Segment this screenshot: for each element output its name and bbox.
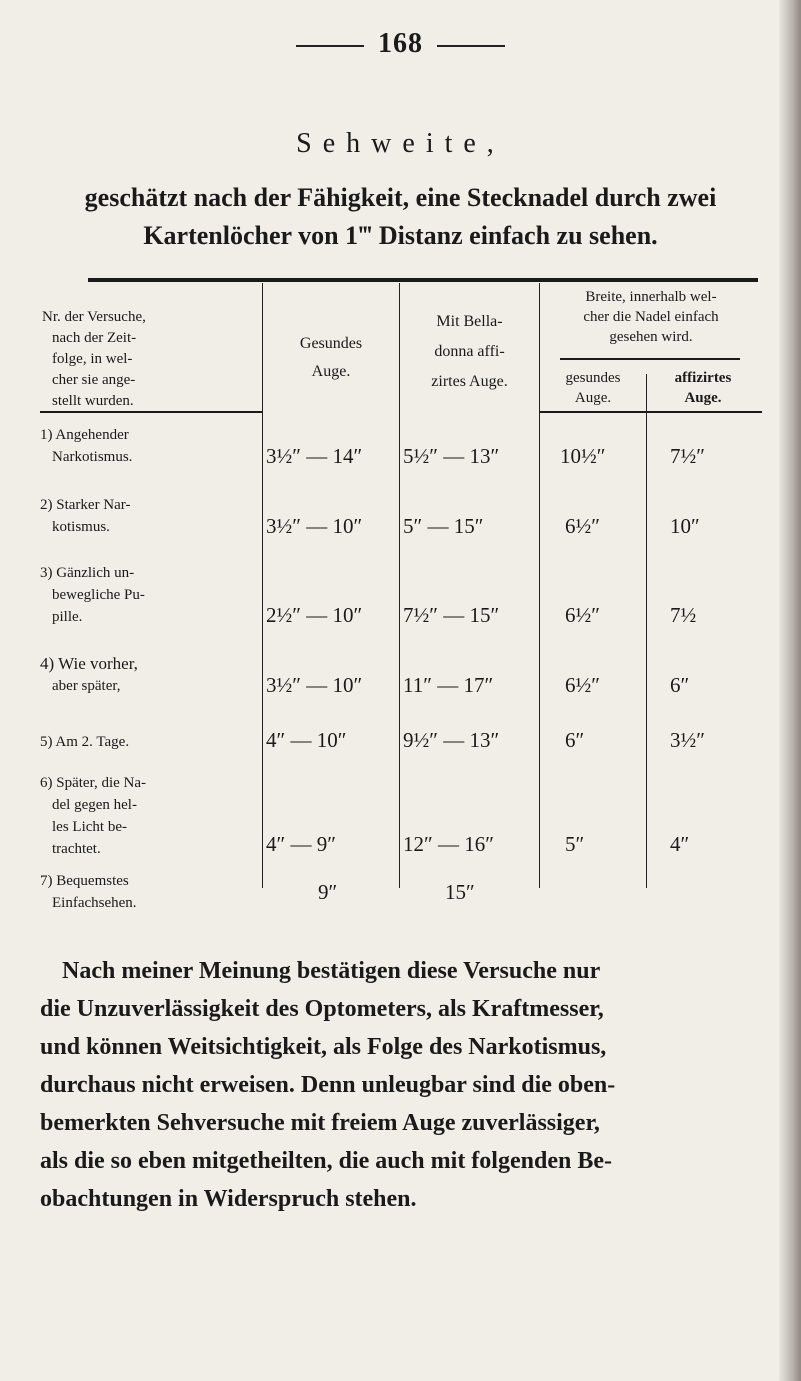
table-row-label bbox=[40, 653, 138, 697]
header-bella bbox=[400, 307, 539, 397]
cell-gesundes: 3½″ — 14″ bbox=[266, 444, 363, 468]
cell-bella: 5″ — 15″ bbox=[403, 514, 484, 538]
table-row-label bbox=[40, 870, 137, 914]
header-nr-line: folge, in wel- bbox=[52, 351, 133, 367]
cell-bella: 5½″ — 13″ bbox=[403, 444, 500, 468]
table-row-label bbox=[40, 494, 131, 538]
row-label-line: 1) Angehender bbox=[40, 427, 129, 443]
row-label-line: 3) Gänzlich un- bbox=[40, 565, 135, 581]
table-row-label bbox=[40, 424, 132, 468]
row-label-line: Narkotismus. bbox=[52, 449, 133, 465]
paragraph-line: durchaus nicht erweisen. Denn unleugbar sind die oben- bbox=[40, 1072, 616, 1098]
header-breite-affizirtes-line: Auge. bbox=[684, 390, 722, 406]
row-label-line: 4) Wie vorher, bbox=[40, 654, 138, 673]
table-row-label bbox=[40, 731, 129, 753]
cell-bella: 7½″ — 15″ bbox=[403, 603, 500, 627]
row-label-line: Einfachsehen. bbox=[52, 895, 137, 911]
header-gesundes-line: Gesundes bbox=[299, 335, 363, 352]
row-label-line: 6) Später, die Na- bbox=[40, 775, 147, 791]
cell-breite-gesundes: 6½″ bbox=[565, 603, 600, 627]
page-number-text: 168 bbox=[378, 28, 423, 59]
cell-bella: 12″ — 16″ bbox=[403, 832, 494, 856]
row-label-line: pille. bbox=[52, 609, 83, 625]
cell-breite-gesundes: 5″ bbox=[565, 832, 585, 856]
header-nr-line: nach der Zeit- bbox=[52, 330, 137, 346]
header-breite-gesundes-line: gesundes bbox=[565, 370, 621, 386]
row-label-line: 2) Starker Nar- bbox=[40, 497, 131, 513]
subtitle-line-1: geschätzt nach der Fähigkeit, eine Stecknadel durch zwei bbox=[84, 183, 717, 212]
dash-left bbox=[296, 45, 364, 47]
paragraph-line: bemerkten Sehversuche mit freiem Auge zuverlässiger, bbox=[40, 1110, 600, 1136]
header-breite-line: cher die Nadel einfach bbox=[583, 309, 719, 325]
header-breite-affizirtes-line: affizirtes bbox=[674, 370, 732, 386]
row-label-line: 7) Bequemstes bbox=[40, 873, 129, 889]
cell-breite-affizirtes: 7½ bbox=[670, 603, 697, 627]
cell-breite-affizirtes: 4″ bbox=[670, 832, 690, 856]
table-row-label bbox=[40, 562, 145, 628]
paragraph-line: die Unzuverlässigkeit des Optometers, als Kraftmesser, bbox=[40, 996, 604, 1022]
paragraph-line: als die so eben mitgetheilten, die auch mit folgenden Be- bbox=[40, 1148, 612, 1174]
breite-sub-rule bbox=[560, 358, 740, 360]
paragraph-line: Nach meiner Meinung bestätigen diese Versuche nur bbox=[62, 958, 601, 984]
paragraph-line: und können Weitsichtigkeit, als Folge des Narkotismus, bbox=[40, 1034, 607, 1060]
header-breite-affizirtes bbox=[647, 368, 759, 408]
dash-right bbox=[437, 45, 505, 47]
row-label-line: del gegen hel- bbox=[52, 797, 137, 813]
header-bella-line: donna affi- bbox=[434, 343, 505, 360]
row-label-line: 5) Am 2. Tage. bbox=[40, 734, 130, 750]
cell-gesundes: 3½″ — 10″ bbox=[266, 673, 363, 697]
paragraph-line: obachtungen in Widerspruch stehen. bbox=[40, 1186, 417, 1212]
row-label-line: kotismus. bbox=[52, 519, 110, 535]
column-divider-4 bbox=[646, 374, 647, 888]
cell-breite-affizirtes: 7½″ bbox=[670, 444, 705, 468]
cell-breite-gesundes: 6″ bbox=[565, 728, 585, 752]
cell-breite-gesundes: 6½″ bbox=[565, 514, 600, 538]
cell-breite-gesundes: 10½″ bbox=[560, 444, 606, 468]
heading: Sehweite, bbox=[296, 128, 505, 159]
header-nr-line: stellt wurden. bbox=[52, 393, 134, 409]
header-gesundes bbox=[263, 330, 399, 386]
page-number bbox=[0, 28, 801, 60]
subtitle-line-2: Kartenlöcher von 1‴ Distanz einfach zu sehen. bbox=[143, 221, 658, 250]
row-label-line: bewegliche Pu- bbox=[52, 587, 145, 603]
row-label-line: trachtet. bbox=[52, 841, 101, 857]
row-label-line: les Licht be- bbox=[52, 819, 127, 835]
cell-breite-affizirtes: 3½″ bbox=[670, 728, 705, 752]
cell-gesundes: 3½″ — 10″ bbox=[266, 514, 363, 538]
cell-bella: 11″ — 17″ bbox=[403, 673, 494, 697]
cell-gesundes: 4″ — 10″ bbox=[266, 728, 347, 752]
cell-breite-affizirtes: 10″ bbox=[670, 514, 700, 538]
row-label-line: aber später, bbox=[52, 678, 121, 694]
cell-bella: 15″ bbox=[445, 880, 475, 904]
header-gesundes-line: Auge. bbox=[311, 363, 351, 380]
header-bella-line: zirtes Auge. bbox=[431, 373, 508, 390]
cell-breite-affizirtes: 6″ bbox=[670, 673, 690, 697]
header-breite-line: Breite, innerhalb wel- bbox=[585, 289, 717, 305]
cell-gesundes: 2½″ — 10″ bbox=[266, 603, 363, 627]
table-header-rule-right bbox=[540, 411, 762, 413]
header-nr bbox=[42, 307, 260, 412]
cell-gesundes: 4″ — 9″ bbox=[266, 832, 336, 856]
header-breite bbox=[540, 287, 762, 347]
header-breite-gesundes-line: Auge. bbox=[574, 390, 612, 406]
cell-gesundes: 9″ bbox=[318, 880, 338, 904]
table-row-label bbox=[40, 772, 146, 860]
header-bella-line: Mit Bella- bbox=[436, 313, 503, 330]
cell-breite-gesundes: 6½″ bbox=[565, 673, 600, 697]
table-top-rule bbox=[88, 278, 758, 282]
header-breite-line: gesehen wird. bbox=[609, 329, 693, 345]
header-nr-line: cher sie ange- bbox=[52, 372, 136, 388]
header-breite-gesundes bbox=[540, 368, 646, 408]
cell-bella: 9½″ — 13″ bbox=[403, 728, 500, 752]
header-nr-line: Nr. der Versuche, bbox=[42, 309, 146, 325]
